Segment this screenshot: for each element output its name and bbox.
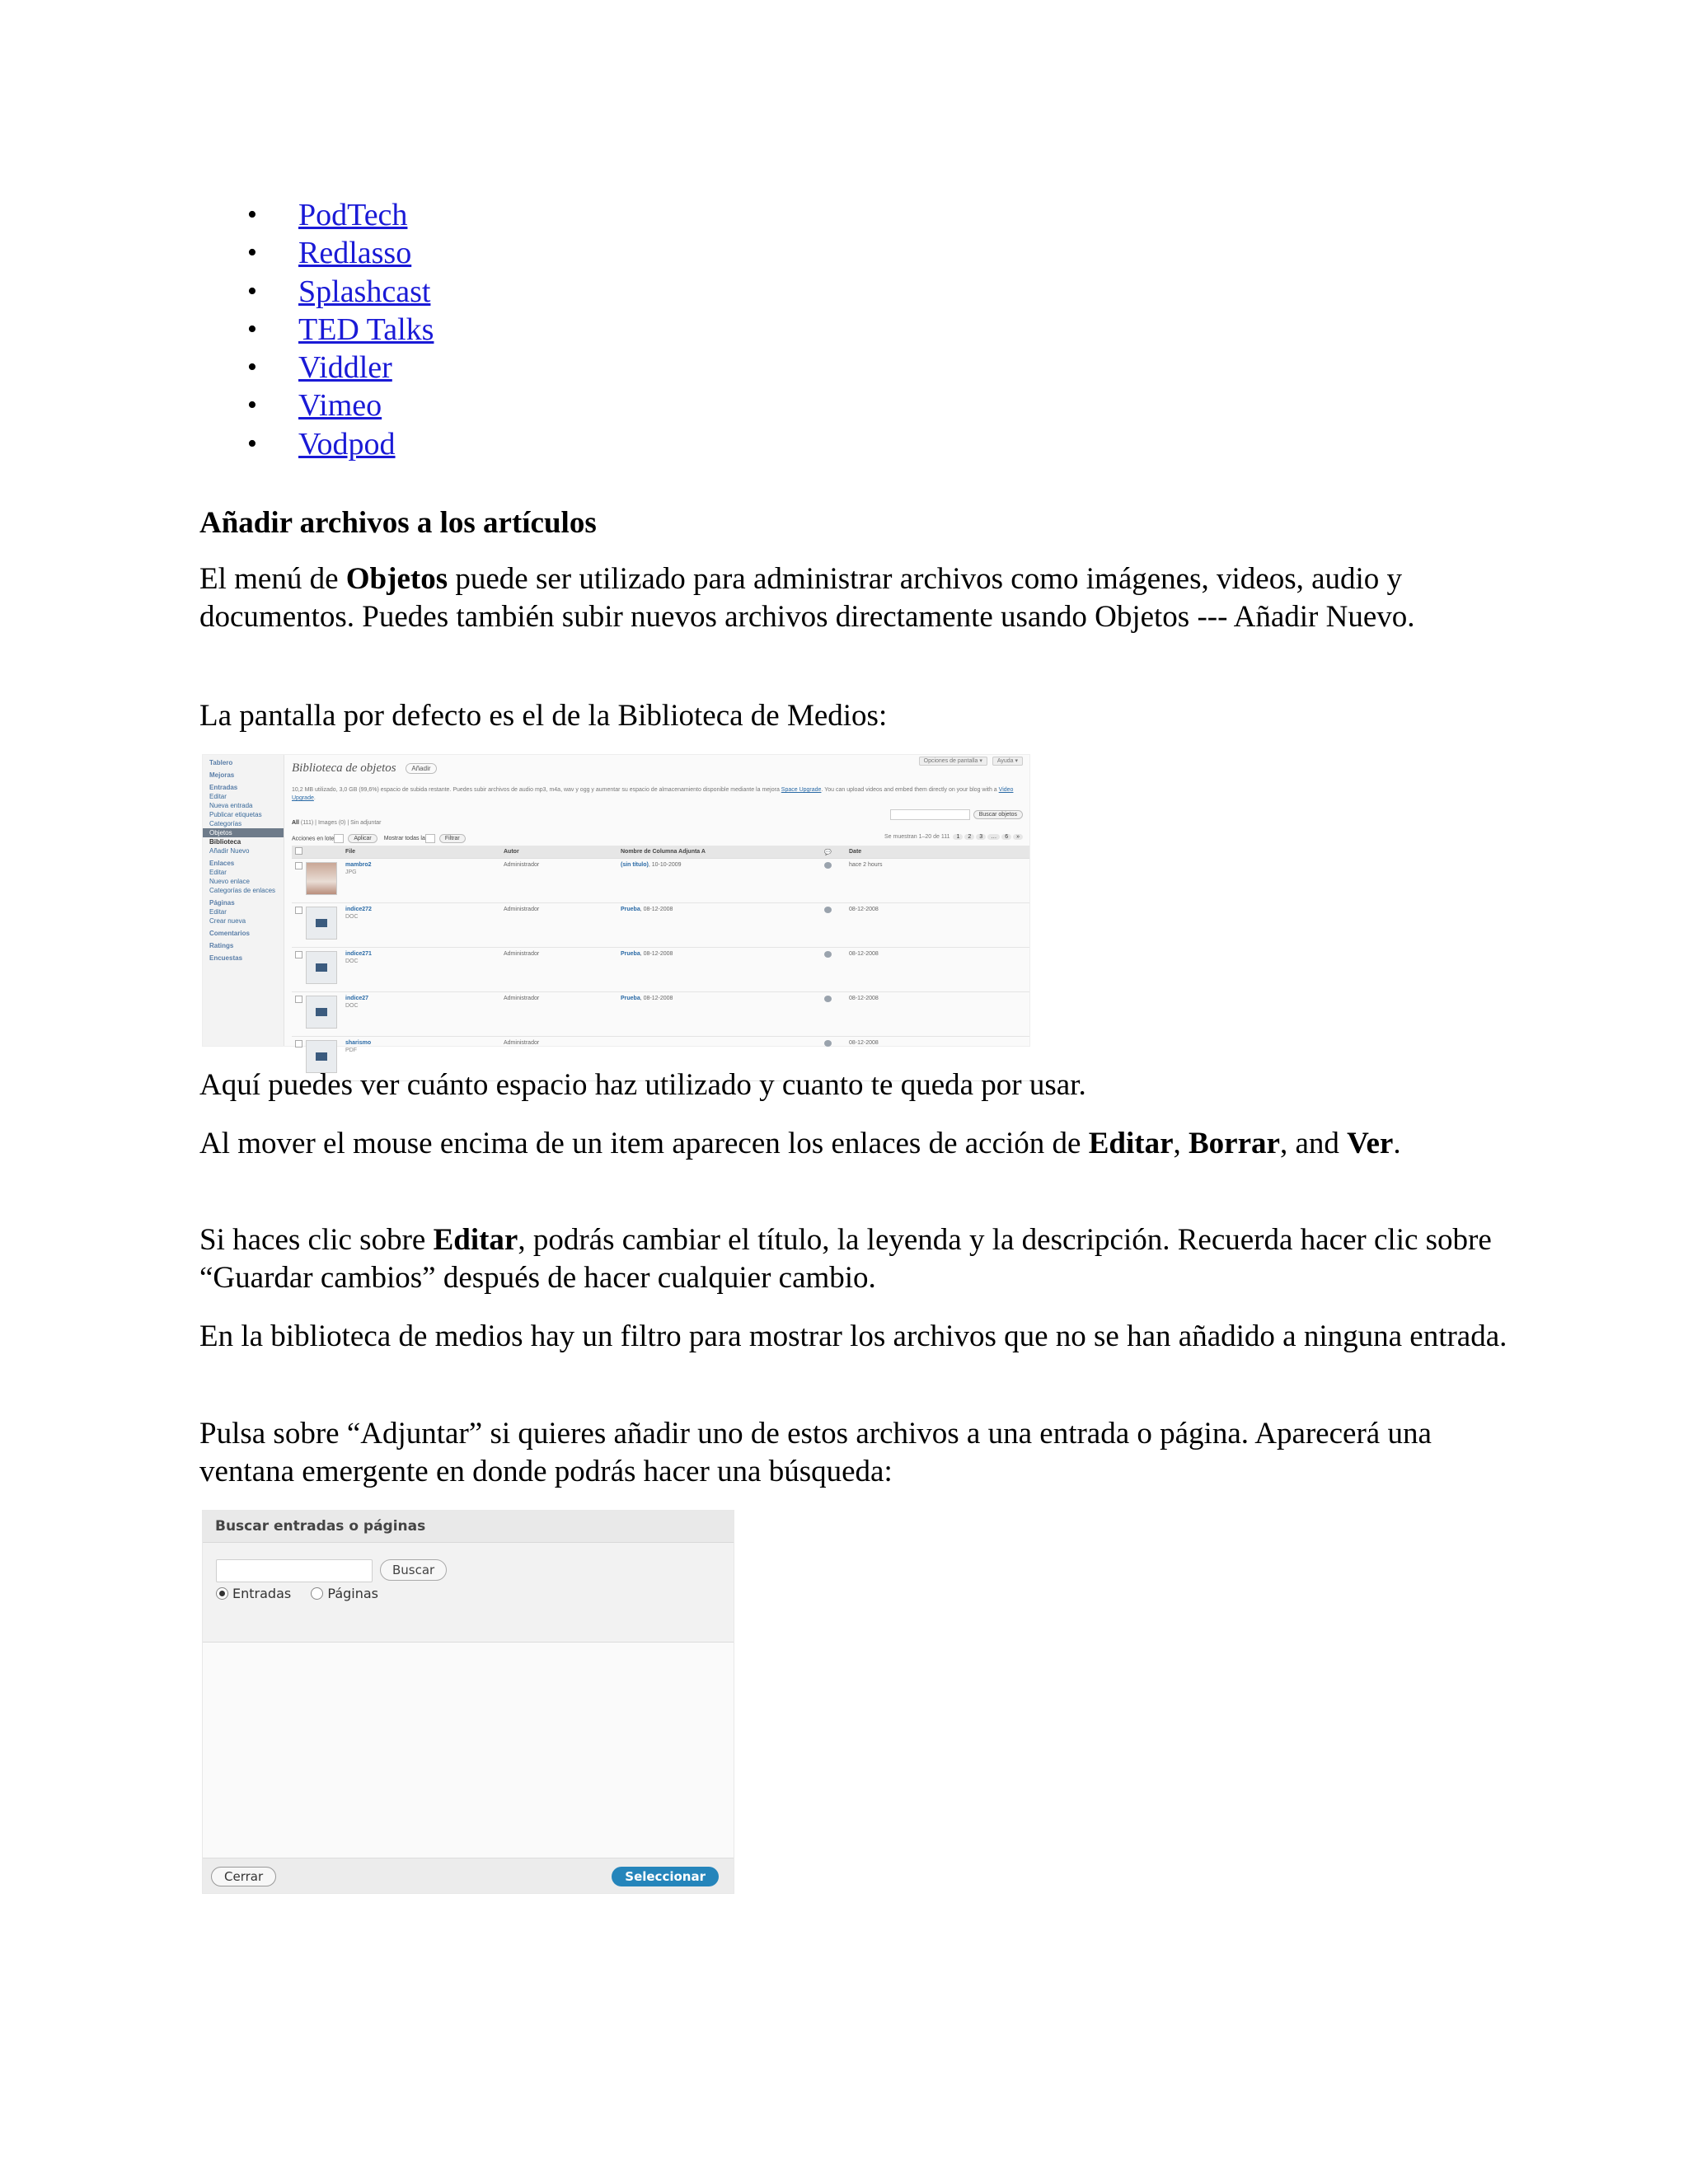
select-all-checkbox[interactable] bbox=[295, 847, 302, 855]
file-type: JPG bbox=[345, 869, 357, 875]
bold-text: Ver bbox=[1347, 1127, 1394, 1160]
document-glyph bbox=[316, 1052, 327, 1061]
bullet: • bbox=[247, 237, 257, 269]
sidebar-item[interactable]: Biblioteca bbox=[209, 838, 241, 846]
text: , podrás cambiar el título, la leyenda y la descripción. Recuerda hacer clic sobre “Guardar cambios” después de hacer cualquier cambio. bbox=[199, 1223, 1492, 1295]
date-cell: 08-12-2008 bbox=[848, 948, 1029, 992]
post-type-radios bbox=[216, 1586, 378, 1601]
thumb-header bbox=[305, 846, 345, 859]
table-header-row bbox=[292, 846, 1029, 859]
comments-header-icon: 💬 bbox=[823, 846, 848, 859]
library-title bbox=[292, 762, 437, 776]
bold-text: Editar bbox=[1088, 1127, 1174, 1160]
file-name-link[interactable]: sharismo bbox=[345, 1040, 372, 1046]
link-splashcast[interactable]: Splashcast bbox=[298, 274, 431, 309]
pagination-text: Se muestran 1–20 de 111 bbox=[884, 834, 950, 840]
admin-sidebar bbox=[203, 755, 284, 1046]
author-header[interactable]: Autor bbox=[503, 846, 620, 859]
comment-bubble-icon[interactable] bbox=[824, 951, 832, 958]
thumb-cell bbox=[305, 948, 345, 992]
radio-posts-label: Entradas bbox=[232, 1586, 292, 1601]
row-checkbox[interactable] bbox=[295, 1040, 302, 1047]
comment-bubble-icon[interactable] bbox=[824, 907, 832, 913]
author-cell: Administrador bbox=[503, 992, 620, 1037]
page-link[interactable]: 1 bbox=[953, 834, 963, 840]
link-vodpod[interactable]: Vodpod bbox=[298, 426, 396, 462]
text: Al mover el mouse encima de un item aparecen los enlaces de acción de bbox=[199, 1127, 1089, 1160]
dialog-footer bbox=[203, 1858, 734, 1893]
dropdown-arrow-icon[interactable] bbox=[334, 834, 344, 843]
text: . bbox=[1393, 1127, 1401, 1160]
comment-bubble-icon[interactable] bbox=[824, 862, 832, 869]
list-item bbox=[199, 196, 434, 234]
page-link: … bbox=[987, 834, 1000, 840]
video-upgrade-link[interactable]: Video Upgrade bbox=[292, 787, 1014, 801]
list-item bbox=[199, 311, 434, 349]
bullet: • bbox=[247, 352, 257, 383]
attached-date: , 08-12-2008 bbox=[640, 951, 673, 957]
paragraph-filter: En la biblioteca de medios hay un filtro para mostrar los archivos que no se han añadido a ninguna entrada. bbox=[199, 1319, 1507, 1353]
library-title-text: Biblioteca de objetos bbox=[292, 762, 396, 775]
bold-text: Editar bbox=[433, 1223, 518, 1257]
file-type: DOC bbox=[345, 1003, 359, 1009]
document-icon[interactable] bbox=[306, 907, 337, 940]
storage-text-2: . You can upload videos and embed them directly on your blog with a bbox=[821, 787, 997, 793]
list-item bbox=[199, 425, 434, 463]
file-cell bbox=[345, 859, 503, 903]
sidebar-item[interactable]: Objetos bbox=[203, 828, 284, 837]
sidebar-item[interactable]: Encuestas bbox=[209, 954, 243, 962]
attached-cell bbox=[620, 903, 823, 948]
row-checkbox[interactable] bbox=[295, 951, 302, 958]
attached-date: , 08-12-2008 bbox=[640, 996, 673, 1001]
dropdown-arrow-icon[interactable] bbox=[425, 834, 435, 843]
file-cell bbox=[345, 948, 503, 992]
storage-text: 10,2 MB utilizado, 3,0 GB (99,6%) espacio de subida restante. Puedes subir archivos de audio mp3, m4a, wav y ogg y aumentar su espacio de almacenamiento disponible mediante la mejora bbox=[292, 787, 780, 793]
attached-post-link[interactable]: (sin título) bbox=[621, 862, 649, 868]
sidebar-item[interactable]: Nuevo enlace bbox=[209, 878, 250, 885]
dialog-title: Buscar entradas o páginas bbox=[203, 1511, 734, 1543]
search-media-button[interactable]: Buscar objetos bbox=[973, 810, 1023, 819]
sidebar-item[interactable]: Entradas bbox=[209, 784, 238, 791]
radio-posts[interactable] bbox=[216, 1587, 228, 1600]
close-button[interactable]: Cerrar bbox=[211, 1867, 276, 1886]
storage-info: 10,2 MB utilizado, 3,0 GB (99,6%) espacio de subida restante. Puedes subir archivos de audio mp3, m4a, wav y ogg y aumentar su espacio de almacenamiento disponible mediante la mejora Space Upgrade. You can upload videos and embed them directly on your blog with a Video Upgrade. bbox=[292, 787, 1014, 801]
list-item bbox=[199, 387, 434, 424]
page-link[interactable]: 3 bbox=[976, 834, 986, 840]
file-type: DOC bbox=[345, 958, 359, 964]
select-all-header[interactable] bbox=[292, 846, 305, 859]
document-glyph bbox=[316, 1008, 327, 1016]
attached-cell bbox=[620, 992, 823, 1037]
list-item bbox=[199, 273, 434, 311]
media-search-input[interactable] bbox=[890, 809, 970, 820]
document-glyph bbox=[316, 963, 327, 972]
row-checkbox[interactable] bbox=[295, 907, 302, 914]
apply-button[interactable]: Aplicar bbox=[348, 834, 377, 843]
page-link[interactable]: 6 bbox=[1001, 834, 1011, 840]
row-checkbox-cell bbox=[292, 903, 305, 948]
file-name-link[interactable]: indice271 bbox=[345, 951, 372, 957]
date-header[interactable]: Date bbox=[848, 846, 1029, 859]
list-item bbox=[199, 349, 434, 387]
row-checkbox[interactable] bbox=[295, 996, 302, 1003]
row-checkbox-cell bbox=[292, 948, 305, 992]
thumb-cell bbox=[305, 903, 345, 948]
sidebar-item[interactable]: Editar bbox=[209, 869, 227, 876]
search-button[interactable]: Buscar bbox=[380, 1559, 447, 1581]
bullet: • bbox=[247, 428, 257, 459]
file-name-link[interactable]: mambro2 bbox=[345, 862, 372, 868]
comment-bubble-icon[interactable] bbox=[824, 1040, 832, 1047]
search-input[interactable] bbox=[216, 1559, 373, 1582]
sidebar-item[interactable]: Nueva entrada bbox=[209, 802, 253, 809]
media-library-screenshot bbox=[202, 754, 1030, 1053]
attached-post-link[interactable]: Prueba bbox=[621, 951, 640, 957]
sidebar-item[interactable]: Enlaces bbox=[209, 860, 235, 867]
paragraph-edit bbox=[199, 1221, 1518, 1297]
date-cell: hace 2 hours bbox=[848, 859, 1029, 903]
bold-text: Borrar bbox=[1189, 1127, 1280, 1160]
file-name-link[interactable]: indice27 bbox=[345, 996, 369, 1001]
file-type: PDF bbox=[345, 1047, 357, 1053]
filter-unattached[interactable]: Sin adjuntar bbox=[350, 820, 382, 826]
text: , and bbox=[1279, 1127, 1348, 1160]
text: puede ser utilizado para administrar archivos como imágenes, videos, audio y documentos. Puedes también subir nuevos archivos directamente usando Objetos --- Añadir Nuevo. bbox=[199, 562, 1415, 634]
sidebar-item[interactable]: Mejoras bbox=[209, 771, 235, 779]
paragraph-attach: Pulsa sobre “Adjuntar” si quieres añadir uno de estos archivos a una entrada o página. Aparecerá una ventana emergente en donde podrás hacer una búsqueda: bbox=[199, 1417, 1432, 1488]
text: Si haces clic sobre bbox=[199, 1223, 434, 1257]
filter-all[interactable]: All bbox=[292, 820, 299, 826]
top-buttons bbox=[916, 757, 1023, 764]
author-cell: Administrador bbox=[503, 903, 620, 948]
text: El menú de bbox=[199, 562, 346, 596]
sidebar-item[interactable]: Páginas bbox=[209, 899, 235, 907]
date-filter-select[interactable]: Mostrar todas la bbox=[383, 836, 425, 842]
media-filters: All (111) | Images (0) | Sin adjuntar bbox=[292, 820, 382, 826]
attached-cell bbox=[620, 859, 823, 903]
sidebar-item[interactable]: Categorías de enlaces bbox=[209, 887, 276, 894]
document-icon[interactable] bbox=[306, 951, 337, 984]
link-podtech[interactable]: PodTech bbox=[298, 198, 408, 232]
media-search bbox=[890, 809, 1023, 820]
attached-date: , 10-10-2009 bbox=[648, 862, 682, 868]
radio-pages[interactable] bbox=[311, 1587, 323, 1600]
sidebar-item[interactable]: Editar bbox=[209, 908, 227, 916]
bullet: • bbox=[247, 390, 257, 421]
add-new-button[interactable]: Añadir bbox=[406, 763, 436, 774]
paragraph-space: Aquí puedes ver cuánto espacio haz utilizado y cuanto te queda por usar. bbox=[199, 1068, 1086, 1102]
video-service-list bbox=[199, 196, 434, 463]
document-glyph bbox=[316, 919, 327, 927]
comments-cell bbox=[823, 948, 848, 992]
section-heading: Añadir archivos a los artículos bbox=[199, 506, 597, 540]
file-type: DOC bbox=[345, 914, 359, 920]
link-redlasso[interactable]: Redlasso bbox=[298, 236, 412, 271]
bulk-actions bbox=[292, 834, 466, 843]
date-cell: 08-12-2008 bbox=[848, 1037, 1029, 1081]
sidebar-item[interactable]: Ratings bbox=[209, 942, 234, 949]
comments-cell bbox=[823, 992, 848, 1037]
bullet: • bbox=[247, 199, 257, 230]
radio-pages-label: Páginas bbox=[327, 1586, 379, 1601]
attached-post-link[interactable]: Prueba bbox=[621, 996, 640, 1001]
author-cell: Administrador bbox=[503, 1037, 620, 1081]
document-icon[interactable] bbox=[306, 996, 337, 1029]
attached-post-link[interactable]: Prueba bbox=[621, 907, 640, 912]
sidebar-item[interactable]: Añadir Nuevo bbox=[209, 847, 250, 855]
table-row[interactable] bbox=[292, 992, 1029, 1037]
file-name-link[interactable]: indice272 bbox=[345, 907, 372, 912]
filter-button[interactable]: Filtrar bbox=[439, 834, 466, 843]
date-cell: 08-12-2008 bbox=[848, 903, 1029, 948]
image-thumbnail[interactable] bbox=[306, 862, 337, 895]
filter-all-count: (111) bbox=[300, 820, 314, 826]
attached-date: , 08-12-2008 bbox=[640, 907, 673, 912]
table-row[interactable] bbox=[292, 859, 1029, 903]
date-cell: 08-12-2008 bbox=[848, 992, 1029, 1037]
file-cell bbox=[345, 903, 503, 948]
comment-bubble-icon[interactable] bbox=[824, 996, 832, 1002]
select-button[interactable]: Seleccionar bbox=[612, 1867, 719, 1886]
attached-header[interactable]: Nombre de Columna Adjunta A bbox=[620, 846, 823, 859]
link-viddler[interactable]: Viddler bbox=[298, 350, 392, 386]
bullet: • bbox=[247, 313, 257, 344]
media-table bbox=[292, 846, 1029, 1081]
comments-cell bbox=[823, 859, 848, 903]
sidebar-item[interactable]: Publicar etiquetas bbox=[209, 811, 262, 818]
list-item bbox=[199, 234, 434, 272]
thumb-cell bbox=[305, 859, 345, 903]
sidebar-item[interactable]: Editar bbox=[209, 793, 227, 800]
dialog-search-form bbox=[203, 1543, 734, 1643]
space-upgrade-link[interactable]: Space Upgrade bbox=[781, 787, 822, 793]
row-checkbox-cell bbox=[292, 859, 305, 903]
paragraph-objetos bbox=[199, 560, 1518, 636]
table-row[interactable] bbox=[292, 948, 1029, 992]
bullet: • bbox=[247, 275, 257, 307]
attached-cell bbox=[620, 948, 823, 992]
search-dialog-screenshot bbox=[202, 1510, 734, 1894]
author-cell: Administrador bbox=[503, 948, 620, 992]
link-vimeo[interactable]: Vimeo bbox=[298, 388, 382, 424]
table-row[interactable] bbox=[292, 903, 1029, 948]
sidebar-item[interactable]: Comentarios bbox=[209, 930, 250, 937]
row-checkbox-cell bbox=[292, 992, 305, 1037]
help-button[interactable]: Ayuda ▾ bbox=[992, 757, 1023, 766]
thumb-cell bbox=[305, 992, 345, 1037]
screen-options-button[interactable]: Opciones de pantalla ▾ bbox=[919, 757, 987, 766]
text: , bbox=[1173, 1127, 1189, 1160]
filter-images[interactable]: Images (0) bbox=[317, 820, 346, 826]
file-header[interactable]: File bbox=[345, 846, 503, 859]
comments-cell bbox=[823, 903, 848, 948]
file-cell bbox=[345, 992, 503, 1037]
bulk-actions-select[interactable]: Acciones en lote bbox=[292, 836, 335, 842]
bold-text: Objetos bbox=[345, 562, 448, 596]
pagination bbox=[884, 834, 1023, 840]
next-page-link[interactable]: » bbox=[1013, 834, 1023, 840]
sidebar-item[interactable]: Tablero bbox=[209, 759, 233, 766]
library-main bbox=[292, 755, 1029, 1053]
row-checkbox[interactable] bbox=[295, 862, 302, 869]
sidebar-item[interactable]: Crear nueva bbox=[209, 917, 246, 925]
link-ted-talks[interactable]: TED Talks bbox=[298, 312, 434, 347]
paragraph-default-screen: La pantalla por defecto es el de la Biblioteca de Medios: bbox=[199, 699, 888, 733]
author-cell: Administrador bbox=[503, 859, 620, 903]
paragraph-actions bbox=[199, 1125, 1518, 1163]
media-rows bbox=[292, 859, 1029, 1081]
sidebar-item[interactable]: Categorías bbox=[209, 820, 242, 827]
page-link[interactable]: 2 bbox=[964, 834, 974, 840]
